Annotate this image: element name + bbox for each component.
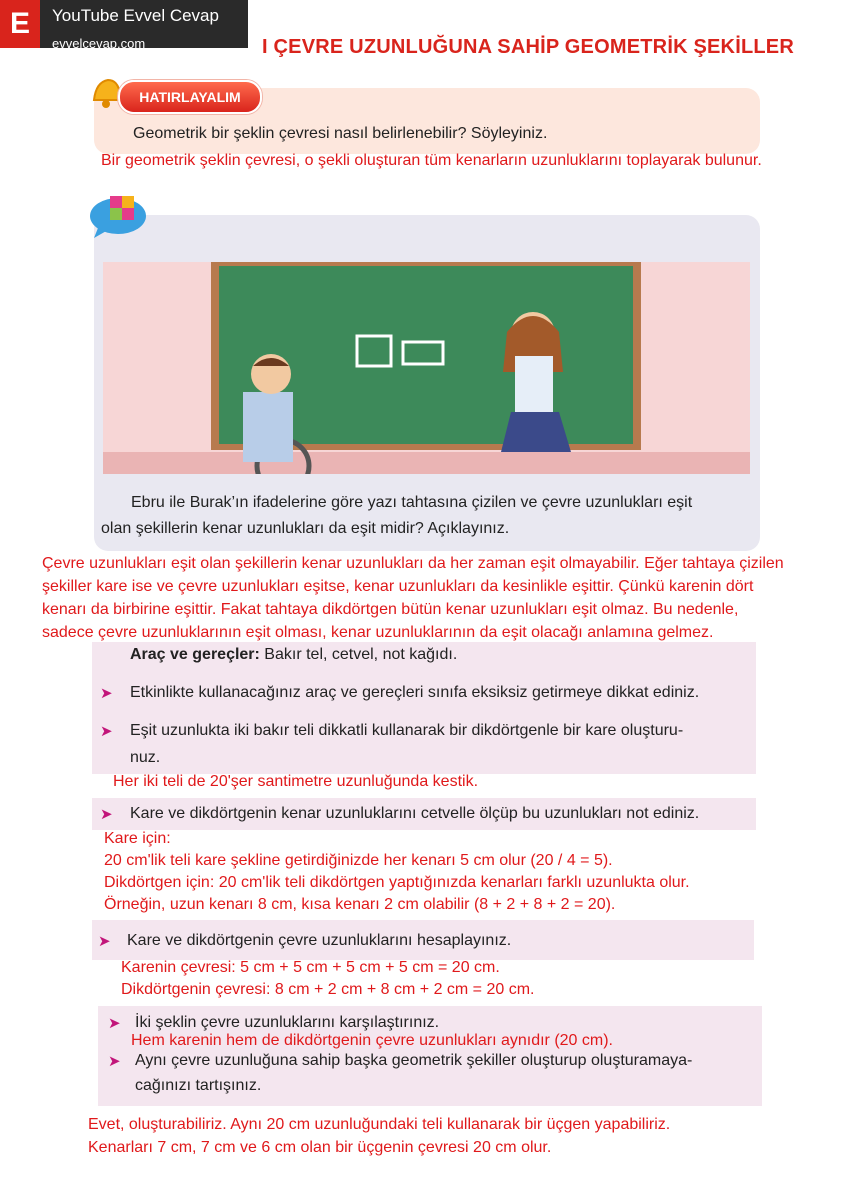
arrow-icon: ➤ [108, 1053, 121, 1070]
step4-answer-line2: Dikdörtgenin çevresi: 8 cm + 2 cm + 8 cm + 2 cm = 20 cm. [121, 981, 535, 998]
arrow-icon: ➤ [108, 1015, 121, 1032]
activity-answer-line2: şekiller kare ise ve çevre uzunlukları eşitse, kenar uzunlukları da kesinlikle eşittir. Çünkü karenin dört [42, 578, 754, 595]
step5-answer: Hem karenin hem de dikdörtgenin çevre uzunlukları aynıdır (20 cm). [131, 1032, 613, 1049]
step2-text-line1: Eşit uzunlukta iki bakır teli dikkatli kullanarak bir dikdörtgenle bir kare oluşturu- [130, 722, 684, 739]
tools-line [130, 646, 457, 664]
step6-text-line2: cağınızı tartışınız. [135, 1077, 262, 1094]
activity-question-line1: Ebru ile Burak’ın ifadelerine göre yazı tahtasına çizilen ve çevre uzunlukları eşit [131, 494, 693, 511]
step3-answer-line4: Örneğin, uzun kenarı 8 cm, kısa kenarı 2 cm olabilir (8 + 2 + 8 + 2 = 20). [104, 896, 616, 913]
step4-text: Kare ve dikdörtgenin çevre uzunluklarını hesaplayınız. [127, 932, 512, 949]
step3-answer-line1: Kare için: [104, 830, 171, 847]
arrow-icon: ➤ [100, 685, 113, 702]
step2-answer: Her iki teli de 20'şer santimetre uzunluğunda kestik. [113, 773, 479, 790]
step3-answer-line3: Dikdörtgen için: 20 cm'lik teli dikdörtgen yaptığınızda kenarları farklı uzunlukta olur. [104, 874, 690, 891]
step6-answer-line2: Kenarları 7 cm, 7 cm ve 6 cm olan bir üçgenin çevresi 20 cm olur. [88, 1139, 552, 1156]
activity-answer-line4: sadece çevre uzunluklarının eşit olması, kenar uzunluklarının da eşit olacağı anlamına gelmez. [42, 624, 714, 641]
activity-answer-line1: Çevre uzunlukları eşit olan şekillerin kenar uzunlukları da her zaman eşit olmayabilir. Eğer tahtaya çizilen [42, 555, 784, 572]
step6-answer-line1: Evet, oluşturabiliriz. Aynı 20 cm uzunluğundaki teli kullanarak bir üçgen yapabiliriz. [88, 1116, 671, 1133]
step6-text-line1: Aynı çevre uzunluğuna sahip başka geometrik şekiller oluşturup oluşturamaya- [135, 1052, 693, 1069]
step2-text-line2: nuz. [130, 749, 161, 766]
reminder-answer: Bir geometrik şeklin çevresi, o şekli oluşturan tüm kenarların uzunluklarını toplayarak bulunur. [101, 152, 762, 169]
step5-text: İki şeklin çevre uzunluklarını karşılaştırınız. [135, 1014, 440, 1031]
brand-url[interactable]: evvelcevap.com [52, 36, 146, 51]
classroom-illustration [103, 262, 750, 474]
activity-question-line2: olan şekillerin kenar uzunlukları da eşit midir? Açıklayınız. [101, 520, 510, 537]
arrow-icon: ➤ [100, 723, 113, 740]
activity-answer-line3: kenarı da birbirine eşittir. Fakat tahtaya dikdörtgen bütün kenar uzunlukları eşit olmaz. Bu nedenle, [42, 601, 739, 618]
step1-text: Etkinlikte kullanacağınız araç ve gereçleri sınıfa eksiksiz getirmeye dikkat ediniz. [130, 684, 700, 701]
step3-answer-line2: 20 cm'lik teli kare şekline getirdiğinizde her kenarı 5 cm olur (20 / 4 = 5). [104, 852, 613, 869]
brand-logo-letter: E [0, 0, 40, 48]
tools-label: Araç ve gereçler: [130, 646, 260, 663]
step3-text: Kare ve dikdörtgenin kenar uzunluklarını cetvelle ölçüp bu uzunlukları not ediniz. [130, 805, 700, 822]
tools-value: Bakır tel, cetvel, not kağıdı. [259, 646, 458, 663]
reminder-question: Geometrik bir şeklin çevresi nasıl belirlenebilir? Söyleyiniz. [133, 125, 548, 142]
reminder-badge: HATIRLAYALIM [118, 80, 262, 114]
step4-answer-line1: Karenin çevresi: 5 cm + 5 cm + 5 cm + 5 cm = 20 cm. [121, 959, 500, 976]
arrow-icon: ➤ [100, 806, 113, 823]
puzzle-icon [88, 188, 158, 238]
brand-title[interactable]: YouTube Evvel Cevap [52, 6, 219, 25]
arrow-icon: ➤ [98, 933, 111, 950]
page-title: I ÇEVRE UZUNLUĞUNA SAHİP GEOMETRİK ŞEKİLLER [262, 36, 794, 58]
